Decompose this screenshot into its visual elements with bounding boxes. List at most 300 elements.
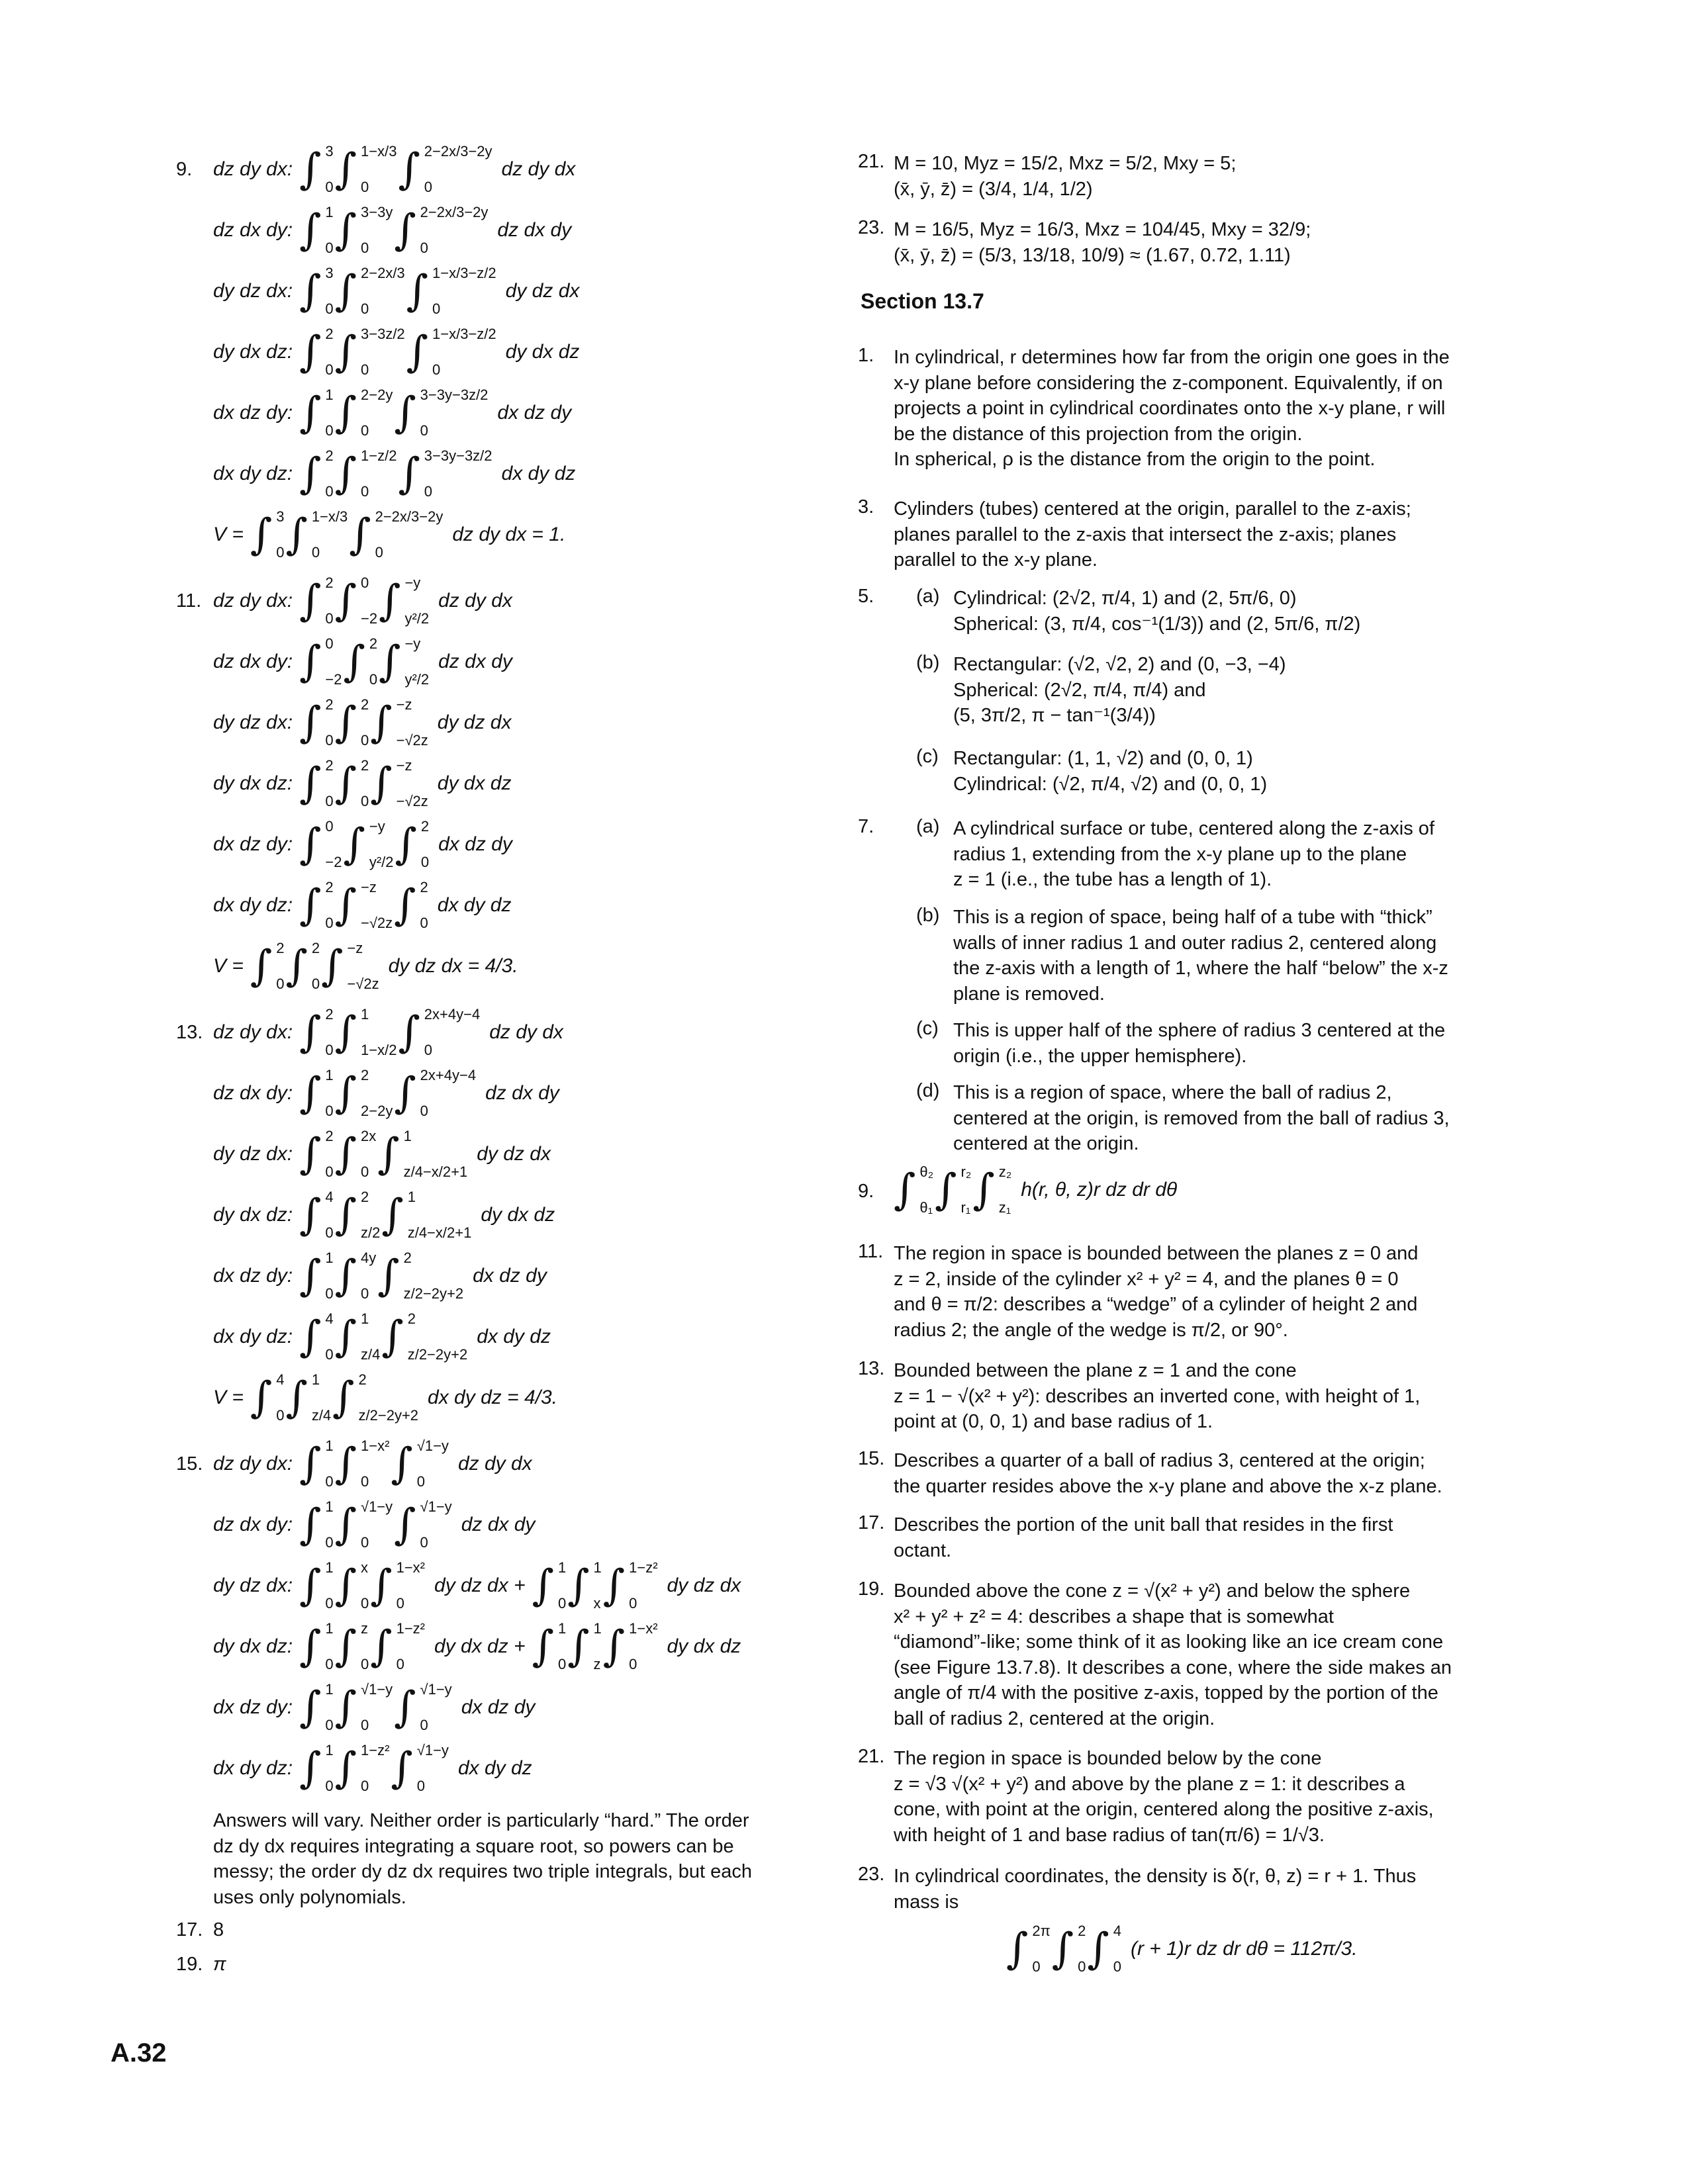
text-line: the quarter resides above the x-y plane and above the x-z plane. [894, 1475, 1442, 1497]
upper-limit: 3 [325, 143, 334, 159]
text-line: walls of inner radius 1 and outer radius 2, centered along [953, 932, 1437, 954]
integral [335, 447, 397, 500]
part-answer [953, 1018, 1445, 1069]
upper-limit: 2x+4y−4 [424, 1006, 481, 1023]
integral-sign: ∫ [391, 1439, 413, 1488]
lower-limit: 0 [361, 300, 369, 317]
integral-sign: ∫ [334, 759, 357, 808]
lower-limit: z₁ [998, 1199, 1011, 1216]
upper-limit: −y [404, 635, 421, 652]
integral-sign: ∫ [370, 698, 393, 747]
lower-limit: 0 [361, 361, 369, 378]
lower-limit: 0 [276, 976, 285, 992]
part-label: (c) [916, 1018, 939, 1039]
integrand: dx dz dy [438, 833, 512, 855]
integral-sign: ∫ [370, 759, 393, 808]
problem-number: 15. [176, 1453, 203, 1475]
integrand: dy dx dz [481, 1204, 555, 1226]
problem-number: 23. [858, 1864, 885, 1885]
integral-sign: ∫ [299, 1439, 322, 1488]
integral [532, 1559, 567, 1612]
integral-sign: ∫ [334, 1191, 357, 1240]
lower-limit: 0 [420, 240, 428, 256]
integrand: dy dz dx + [434, 1574, 526, 1596]
upper-limit: 1 [403, 1128, 412, 1144]
integral [299, 696, 334, 749]
text-line: octant. [894, 1539, 952, 1561]
integral [344, 635, 378, 688]
integral-sign: ∫ [894, 1165, 916, 1214]
integral-sign: ∫ [299, 145, 322, 194]
part-label: (d) [916, 1080, 940, 1101]
integral [299, 1559, 334, 1612]
upper-limit: 2 [1078, 1923, 1086, 1939]
integral-row [176, 1738, 747, 1799]
lower-limit: 0 [325, 422, 334, 439]
integrand: dy dz dx [437, 711, 512, 733]
integral-sign: ∫ [299, 1069, 322, 1118]
lower-limit: r₁ [961, 1199, 971, 1216]
integral [335, 1742, 390, 1795]
integral-row [176, 875, 525, 936]
text-line: Describes the portion of the unit ball that resides in the first [894, 1514, 1393, 1535]
integral [299, 635, 342, 688]
integral [250, 1371, 285, 1424]
integral-row [176, 504, 586, 565]
lower-limit: z/4−x/2+1 [403, 1163, 468, 1180]
integral-sign: ∫ [334, 1683, 357, 1732]
upper-limit: 3−3y−3z/2 [420, 387, 489, 403]
integrand: dz dx dy [485, 1082, 559, 1104]
upper-limit: 3−3z/2 [361, 326, 405, 342]
lower-limit: 0 [629, 1656, 637, 1672]
upper-limit: 2 [276, 940, 285, 956]
integral [391, 1742, 449, 1795]
upper-limit: 1−z² [396, 1620, 426, 1637]
lower-limit: z/4 [361, 1346, 381, 1363]
answer-s17 [894, 1512, 1622, 1563]
integral-sign: ∫ [394, 1683, 416, 1732]
section-title: Section 13.7 [861, 289, 984, 313]
text-line: In spherical, ρ is the distance from the origin to the point. [894, 449, 1376, 470]
integrand: dy dz dx [477, 1143, 551, 1165]
answer-s1 [894, 345, 1622, 473]
integral-row [176, 1002, 570, 1063]
integral [250, 508, 285, 561]
integral [335, 879, 393, 932]
integral-sign: ∫ [334, 1130, 357, 1179]
integral-sign: ∫ [343, 820, 365, 869]
integral-sign: ∫ [394, 388, 416, 437]
lower-limit: 0 [361, 1717, 369, 1733]
integral [335, 1620, 369, 1673]
text-line: (x̄, ȳ, z̄) = (3/4, 1/4, 1/2) [894, 178, 1093, 200]
lower-limit: 0 [416, 1473, 426, 1490]
upper-limit: 1−x/3 [311, 508, 348, 525]
upper-limit: 1 [325, 204, 334, 220]
order-label: dy dx dz: [213, 1204, 293, 1226]
integral [370, 1620, 425, 1673]
integral-row [176, 1616, 747, 1677]
integral-row [176, 753, 525, 814]
upper-limit: √1−y [420, 1681, 452, 1698]
lower-limit: z/2−2y+2 [358, 1407, 419, 1424]
integral [335, 387, 393, 439]
integral-sign: ∫ [299, 206, 322, 255]
integral-sign: ∫ [334, 1251, 357, 1300]
integral-sign: ∫ [299, 1191, 322, 1240]
integral [532, 1620, 567, 1673]
integral [398, 447, 492, 500]
upper-limit: 3−3y−3z/2 [424, 447, 492, 464]
integral-sign: ∫ [394, 1069, 416, 1118]
text-line: The region in space is bounded between the planes z = 0 and [894, 1243, 1419, 1264]
upper-limit: 2 [325, 757, 334, 774]
upper-limit: 1 [325, 1067, 334, 1083]
integrand: dx dz dy [497, 402, 572, 424]
order-label: dz dy dx: [213, 1453, 293, 1475]
lower-limit: 2−2y [361, 1103, 393, 1119]
lower-limit: 0 [420, 1534, 428, 1551]
text-line: parallel to the x-y plane. [894, 549, 1098, 570]
integral-row [176, 1246, 570, 1306]
upper-limit: 1 [325, 387, 334, 403]
integral [335, 1006, 397, 1059]
lower-limit: z/4 [311, 1407, 332, 1424]
integral [332, 1371, 418, 1424]
upper-limit: 2 [369, 635, 378, 652]
integrand: dx dz dy [461, 1696, 536, 1718]
order-label: dz dy dx: [213, 590, 293, 612]
integral-sign: ∫ [299, 388, 322, 437]
text-line: centered at the origin. [953, 1133, 1139, 1154]
lower-limit: 0 [396, 1656, 404, 1672]
text-line: This is a region of space, where the ball of radius 2, [953, 1082, 1392, 1103]
integral-sign: ∫ [334, 1439, 357, 1488]
upper-limit: 1 [325, 1559, 334, 1576]
upper-limit: √1−y [361, 1498, 393, 1515]
integral [603, 1620, 658, 1673]
lower-limit: 0 [424, 1042, 433, 1058]
integral-sign: ∫ [1051, 1925, 1074, 1974]
text-line: cone, with point at the origin, centered along the positive z-axis, [894, 1799, 1434, 1820]
text-line: Spherical: (2√2, π/4, π/4) and [953, 679, 1206, 701]
integral-sign: ∫ [343, 637, 365, 686]
upper-limit: 1 [325, 1250, 334, 1266]
lower-limit: 0 [325, 361, 334, 378]
integrand: (r + 1)r dz dr dθ = 112π/3. [1130, 1938, 1358, 1960]
upper-limit: 1−x/3−z/2 [432, 265, 496, 281]
text-line: and θ = π/2: describes a “wedge” of a cylinder of height 2 and [894, 1294, 1418, 1315]
part-answer [953, 905, 1448, 1007]
upper-limit: 1 [593, 1559, 602, 1576]
integral [381, 1189, 471, 1242]
integral [335, 1559, 369, 1612]
upper-limit: √1−y [416, 1437, 449, 1454]
order-label: dz dx dy: [213, 651, 293, 672]
part-label: (c) [916, 746, 939, 767]
text-line: z = 1 (i.e., the tube has a length of 1). [953, 869, 1272, 890]
order-label: dy dx dz: [213, 1635, 293, 1657]
integral-sign: ∫ [299, 637, 322, 686]
integral-sign: ∫ [334, 881, 357, 930]
integral-row [176, 631, 525, 692]
integral [299, 818, 342, 871]
integrand: dz dy dx = 1. [452, 523, 566, 545]
lower-limit: 0 [361, 240, 369, 256]
lower-limit: −√2z [396, 793, 428, 809]
upper-limit: 2 [358, 1371, 367, 1388]
upper-limit: 2 [361, 757, 369, 774]
upper-limit: 1 [407, 1189, 416, 1205]
text-line: Rectangular: (1, 1, √2) and (0, 0, 1) [953, 748, 1253, 769]
integral [299, 1620, 334, 1673]
integral-sign: ∫ [321, 942, 344, 991]
integral-sign: ∫ [602, 1561, 626, 1610]
lower-limit: 0 [325, 610, 334, 627]
integral [299, 1681, 334, 1734]
integral-expression [1006, 1923, 1364, 1976]
problem-number: 9. [858, 1181, 874, 1202]
lower-limit: 0 [420, 422, 428, 439]
integral-expression [894, 1163, 1184, 1216]
text-line: This is a region of space, being half of a tube with “thick” [953, 907, 1432, 928]
integrand: dy dz dx = 4/3. [388, 955, 518, 977]
integral-sign: ∫ [285, 942, 308, 991]
text-line: Spherical: (3, π/4, cos⁻¹(1/3)) and (2, 5π/6, π/2) [953, 613, 1361, 635]
integral-row [176, 383, 586, 443]
upper-limit: 3 [276, 508, 285, 525]
lower-limit: 0 [325, 1473, 334, 1490]
text-line: ball of radius 2, centered at the origin. [894, 1707, 1215, 1729]
integral-sign: ∫ [299, 1500, 322, 1549]
order-label: dz dy dx: [213, 158, 293, 180]
lower-limit: z/2 [361, 1224, 381, 1241]
answer-s19 [894, 1578, 1622, 1731]
lower-limit: 0 [1032, 1958, 1041, 1975]
upper-limit: 1 [325, 1437, 334, 1454]
upper-limit: x [361, 1559, 368, 1576]
upper-limit: √1−y [361, 1681, 393, 1698]
lower-limit: −2 [361, 610, 378, 627]
text-line: Cylinders (tubes) centered at the origin, parallel to the z-axis; [894, 498, 1411, 520]
upper-limit: 1 [325, 1681, 334, 1698]
upper-limit: 2 [420, 879, 428, 895]
problem-number: 21. [858, 1746, 885, 1767]
integral-sign: ∫ [398, 1008, 420, 1057]
text-line: A cylindrical surface or tube, centered along the z-axis of [953, 818, 1434, 839]
upper-limit: 1 [361, 1310, 369, 1327]
lower-limit: 0 [396, 1595, 404, 1612]
text-line: z = 2, inside of the cylinder x² + y² = 4, and the planes θ = 0 [894, 1268, 1399, 1290]
part-label: (a) [916, 816, 940, 837]
integral-sign: ∫ [379, 576, 401, 625]
order-label: dy dz dx: [213, 280, 293, 302]
text-line: In cylindrical coordinates, the density is δ(r, θ, z) = r + 1. Thus [894, 1866, 1417, 1887]
problem-number: 15. [858, 1448, 885, 1469]
lower-limit: z/2−2y+2 [407, 1346, 468, 1363]
order-label: dy dx dz: [213, 772, 293, 794]
integral [335, 265, 405, 318]
answer-s3 [894, 496, 1622, 573]
upper-limit: 1 [593, 1620, 602, 1637]
integral [299, 326, 334, 379]
order-label: dy dz dx: [213, 1574, 293, 1596]
integral [377, 1250, 463, 1302]
text-line: centered at the origin, is removed from the ball of radius 3, [953, 1107, 1450, 1129]
problem-number: 17. [176, 1919, 203, 1940]
integral [379, 574, 429, 627]
answer-value: 8 [213, 1919, 224, 1940]
lower-limit: 0 [361, 1534, 369, 1551]
integral-sign: ∫ [334, 698, 357, 747]
order-label: dz dy dx: [213, 1021, 293, 1043]
integral-row [176, 261, 586, 322]
integral-row [176, 1306, 570, 1367]
integral [335, 1681, 393, 1734]
integral [406, 265, 496, 318]
integral [377, 1128, 467, 1181]
text-line: Rectangular: (√2, √2, 2) and (0, −3, −4) [953, 654, 1286, 675]
upper-limit: −z [396, 757, 412, 774]
integrand: dy dx dz [437, 772, 512, 794]
integral [299, 1310, 334, 1363]
problem-number: 13. [858, 1358, 885, 1379]
integrand: dx dy dz = 4/3. [428, 1387, 557, 1408]
answer-note [213, 1808, 752, 1910]
integral-sign: ∫ [334, 1622, 357, 1671]
integral-sign: ∫ [394, 881, 416, 930]
integral-sign: ∫ [398, 145, 420, 194]
integrand: dy dz dx [667, 1574, 741, 1596]
order-label: dy dz dx: [213, 711, 293, 733]
upper-limit: 4 [1113, 1923, 1121, 1939]
lower-limit: 0 [325, 1103, 334, 1119]
order-label: V = [213, 1387, 244, 1408]
lower-limit: x [593, 1595, 601, 1612]
upper-limit: 1 [557, 1620, 567, 1637]
integral-row [176, 1185, 570, 1246]
integral [285, 1371, 331, 1424]
integral-sign: ∫ [299, 1561, 322, 1610]
integral [299, 1128, 334, 1181]
integral [299, 447, 334, 500]
integrand: dx dy dz [501, 463, 576, 484]
answer-s15 [894, 1448, 1622, 1499]
integrand: dz dx dy [438, 651, 512, 672]
text-line: Cylindrical: (2√2, π/4, 1) and (2, 5π/6, 0) [953, 588, 1297, 609]
upper-limit: 1 [325, 1498, 334, 1515]
integral-row [176, 692, 525, 753]
integrand: dx dy dz [437, 894, 512, 916]
integral-sign: ∫ [398, 449, 420, 498]
upper-limit: 0 [361, 574, 369, 591]
integral-sign: ∫ [299, 1251, 322, 1300]
upper-limit: 2 [420, 818, 430, 835]
integral-sign: ∫ [250, 510, 273, 559]
upper-limit: z [361, 1620, 368, 1637]
integrand: dz dy dx [489, 1021, 563, 1043]
integral [285, 508, 348, 561]
integral-sign: ∫ [567, 1622, 590, 1671]
upper-limit: 2 [325, 574, 334, 591]
lower-limit: 0 [325, 1778, 334, 1794]
integral-sign: ∫ [1006, 1925, 1029, 1974]
integrand: dz dx dy [461, 1514, 536, 1535]
part-answer [953, 1080, 1450, 1157]
upper-limit: 4y [361, 1250, 377, 1266]
integral-sign: ∫ [299, 759, 322, 808]
text-line: radius 2; the angle of the wedge is π/2, or 90°. [894, 1319, 1288, 1341]
upper-limit: 2−2x/3 [361, 265, 405, 281]
problem-number: 19. [176, 1954, 203, 1975]
lower-limit: −√2z [396, 732, 428, 749]
integral [335, 574, 377, 627]
upper-limit: 2−2x/3−2y [420, 204, 489, 220]
upper-limit: 2−2y [361, 387, 393, 403]
integral [381, 1310, 467, 1363]
integral-sign: ∫ [299, 881, 322, 930]
upper-limit: 2 [361, 1189, 369, 1205]
upper-limit: 0 [325, 635, 334, 652]
integral-row [176, 1063, 570, 1124]
integral-row [176, 936, 525, 997]
integral-sign: ∫ [334, 206, 357, 255]
integral-sign: ∫ [395, 820, 417, 869]
integral-sign: ∫ [250, 942, 273, 991]
order-label: dx dy dz: [213, 1326, 293, 1347]
problem-number: 3. [858, 496, 874, 518]
upper-limit: −z [396, 696, 412, 713]
lower-limit: 0 [361, 1473, 369, 1490]
integral [335, 1310, 381, 1363]
integral-sign: ∫ [972, 1165, 995, 1214]
order-label: dy dz dx: [213, 1143, 293, 1165]
integral-sign: ∫ [299, 449, 322, 498]
integrand: dz dx dy [497, 219, 572, 241]
upper-limit: 2 [325, 696, 334, 713]
lower-limit: 0 [361, 179, 369, 195]
integral-row [176, 200, 586, 261]
integrand: dz dy dx [501, 158, 576, 180]
upper-limit: 2 [325, 447, 334, 464]
integral [335, 143, 397, 196]
integral-sign: ∫ [567, 1561, 590, 1610]
integral [1052, 1923, 1086, 1976]
integral [603, 1559, 658, 1612]
lower-limit: 0 [420, 915, 428, 931]
answer-value: π [213, 1954, 226, 1975]
integral [335, 757, 369, 810]
integral-row [176, 1124, 570, 1185]
lower-limit: 0 [311, 976, 320, 992]
problem-13 [176, 1002, 570, 1428]
lower-limit: 0 [424, 179, 433, 195]
integral [335, 1067, 393, 1120]
upper-limit: 2x [361, 1128, 377, 1144]
upper-limit: 1−x² [361, 1437, 390, 1454]
lower-limit: 0 [325, 793, 334, 809]
integral-sign: ∫ [299, 820, 322, 869]
problem-number: 11. [176, 590, 202, 612]
integral-sign: ∫ [602, 1622, 626, 1671]
problem-number: 17. [858, 1512, 885, 1533]
text-line: mass is [894, 1891, 959, 1913]
lower-limit: 0 [629, 1595, 637, 1612]
lower-limit: 0 [557, 1595, 567, 1612]
lower-limit: 0 [557, 1656, 567, 1672]
part-label: (a) [916, 586, 940, 607]
